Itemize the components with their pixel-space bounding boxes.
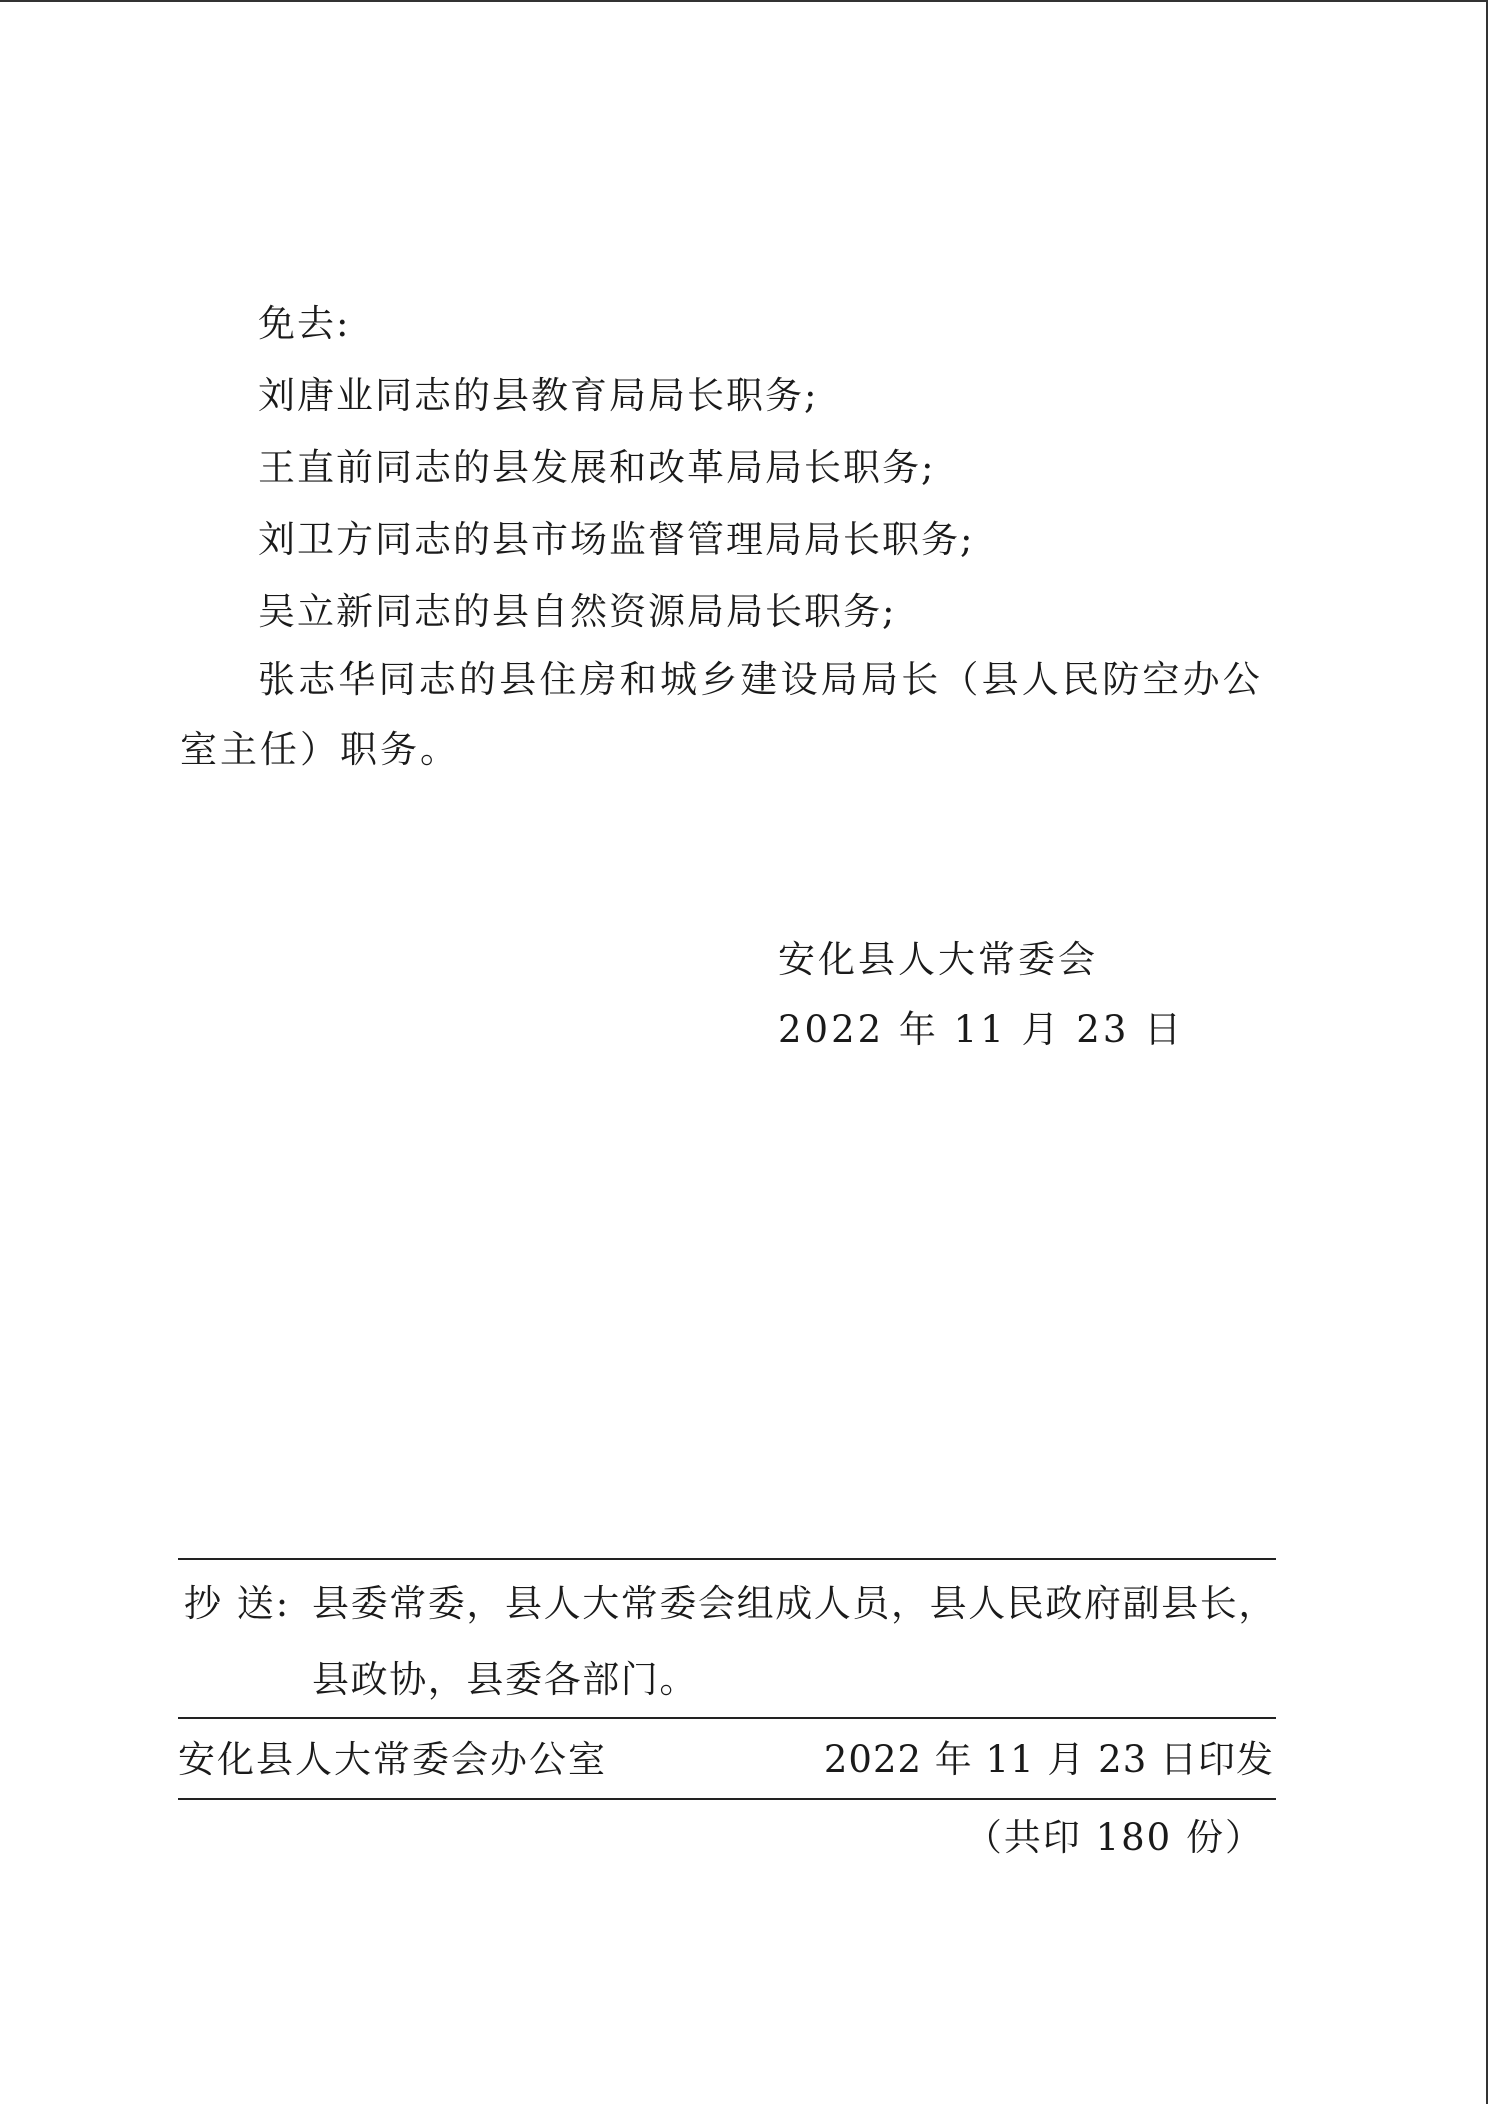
signature-date: 2022 年 11 月 23 日 [778,1008,1185,1051]
removal-item-4: 吴立新同志的县自然资源局局长职务; [258,590,897,633]
page-border-top [0,0,1488,2]
removal-item-5-line-2: 室主任）职务。 [180,728,460,771]
removal-item-5-line-1: 张志华同志的县住房和城乡建设局局长（县人民防空办公 [258,658,1263,701]
removal-heading: 免去: [258,302,351,345]
signature-organization: 安化县人大常委会 [778,938,1098,981]
distribution-top-rule [178,1558,1276,1560]
issuing-office: 安化县人大常委会办公室 [178,1738,607,1781]
distribution-recipients-line-1: 县委常委，县人大常委会组成人员，县人民政府副县长， [312,1582,1277,1625]
footer-top-rule [178,1717,1276,1719]
removal-item-1: 刘唐业同志的县教育局局长职务; [258,374,819,417]
footer-bottom-rule [178,1798,1276,1800]
distribution-recipients-line-2: 县政协，县委各部门。 [312,1658,698,1701]
issue-date: 2022 年 11 月 23 日印发 [823,1738,1274,1781]
distribution-label: 抄 送: [184,1582,291,1625]
copies-printed: （共印 180 份） [964,1816,1264,1859]
removal-item-2: 王直前同志的县发展和改革局局长职务; [258,446,936,489]
removal-item-3: 刘卫方同志的县市场监督管理局局长职务; [258,518,975,561]
